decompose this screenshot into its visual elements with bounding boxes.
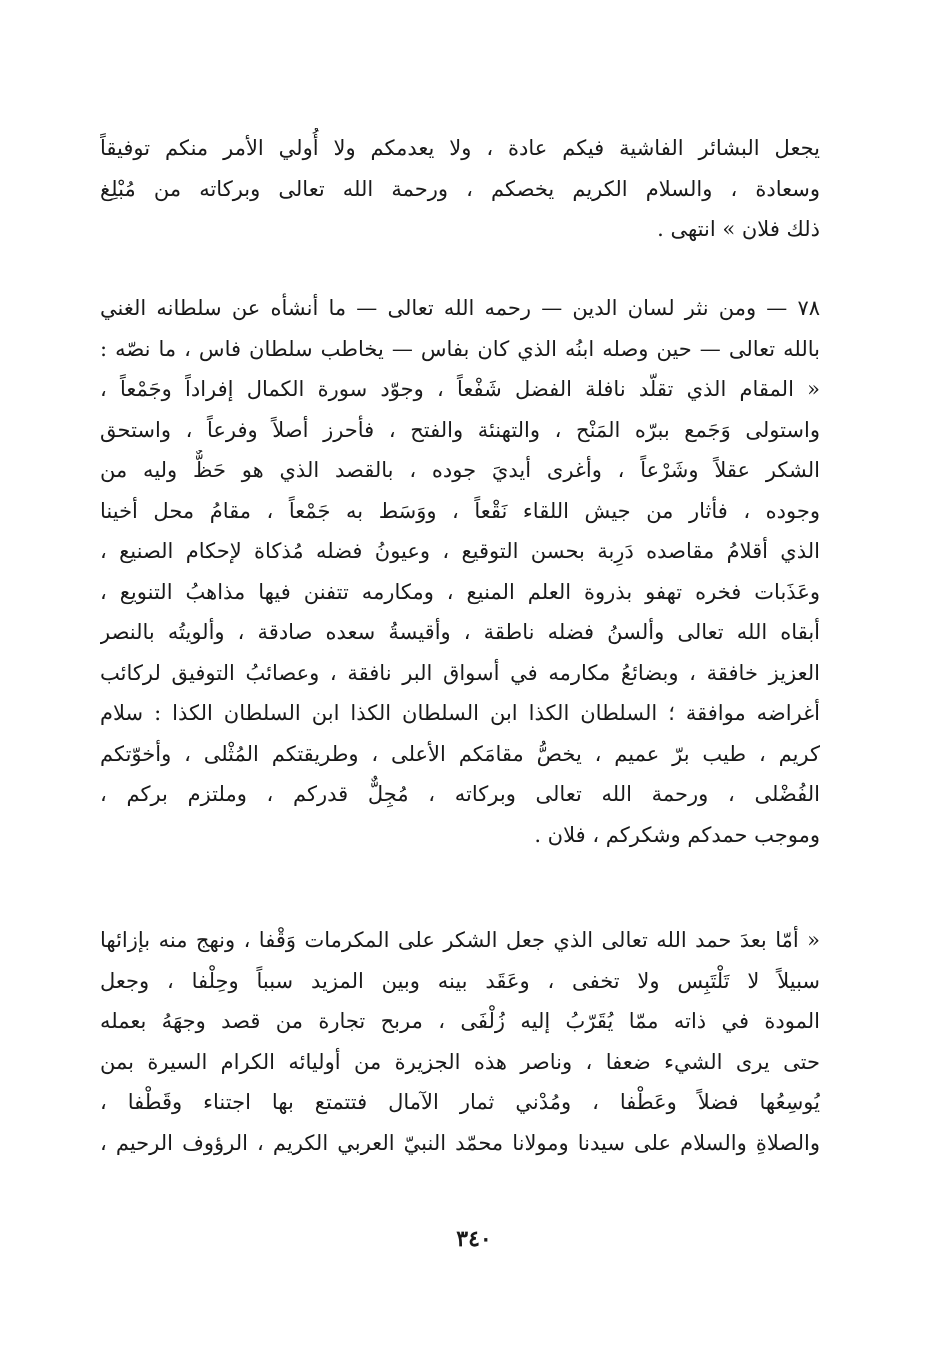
text-line: أبقاه الله تعالى وألسنُ فضله ناطقة ، وأقيسةُ سعده صادقة ، وألويتُه بالنصر	[100, 620, 820, 644]
text-line: « المقام الذي تقلّد نافلة الفضل شَفْعاً ، وجوّد سورة الكمال إفراداً وجَمْعاً ،	[100, 377, 820, 401]
text-line: ذلك فلان » انتهى .	[657, 217, 820, 241]
paragraph-78	[100, 288, 820, 855]
paragraph-letter-body	[100, 920, 820, 1163]
text-line: واستولى وَجَمع ببرّه المَنْح ، والتهنئة والفتح ، فأحرز أصلاً وفرعاً ، واستحق	[100, 417, 820, 442]
text-line: الشكر عقلاً وشَرْعاً ، وأغرى أيديَ جوده ، بالقصد الذي هو حَظٌّ وليه من	[100, 458, 820, 482]
text-line: العزيز خافقة ، وبضائعُ مكارمه في أسواق البر نافقة ، وعصائبُ التوفيق لركائب	[100, 660, 820, 685]
text-line: سبيلاً لا تَلْتَبِس ولا تخفى ، وعَقَد بينه وبين المزيد سبباً وحِلْفا ، وجعل	[100, 968, 820, 993]
text-line: يجعل البشائر الفاشية فيكم عادة ، ولا يعدمكم ولا أُولي الأمر منكم توفيقاً	[100, 136, 820, 160]
text-line: والصلاةِ والسلام على سيدنا ومولانا محمّد النبيّ العربي الكريم ، الرؤوف الرحيم ،	[100, 1130, 820, 1155]
text-line: وعَذَبات فخره تهفو بذروة العلم المنيع ، ومكارمه تتفنن فيها مذاهبُ التنويع ،	[100, 579, 820, 604]
text-line: وسعادة ، والسلام الكريم يخصكم ، ورحمة الله تعالى وبركاته من مُبْلِغ	[100, 176, 820, 201]
page-number: ٣٤٠	[456, 1226, 492, 1252]
text-line: يُوسِعُها فضلاً وعَطْفا ، ومُدْني ثمار الآمال فتتمتع بها اجتناء وقَطْفا ،	[100, 1090, 820, 1114]
text-line: المودة في ذاته ممّا يُقَرّبُ إليه زُلْفَى ، مربح تجارة من قصد وجهَهُ بعمله	[100, 1009, 820, 1033]
text-line: الفُضْلى ، ورحمة الله تعالى وبركاته ، مُجِلٌّ قدركم ، وملتزم بركم ،	[100, 782, 820, 806]
text-line: ٧٨ — ومن نثر لسان الدين — رحمه الله تعالى — ما أنشأه عن سلطانه الغني	[100, 296, 820, 320]
paragraph-continuation	[100, 128, 820, 250]
text-line: أغراضه موافقة ؛ السلطان الكذا ابن السلطان الكذا ابن السلطان الكذا : سلام	[100, 701, 820, 725]
text-line: بالله تعالى — حين وصله ابنُه الذي كان بفاس — يخاطب سلطان فاس ، ما نصّه :	[100, 336, 820, 361]
text-line: كريم ، طيب برّ عميم ، يخصُّ مقامَكم الأعلى ، وطريقتكم المُثْلى ، وأخوّتكم	[100, 741, 820, 766]
text-line: وجوده ، فأثار من جيش اللقاء نَقْعاً ، ووَسَط به جَمْعاً ، مقامُ محل أخينا	[100, 498, 820, 523]
text-line: وموجب حمدكم وشكركم ، فلان .	[534, 822, 820, 847]
text-line: الذي أقلامُ مقاصده دَرِبة بحسن التوقيع ، وعيونُ فضله مُذكاة لإحكام الصنيع ،	[100, 539, 820, 563]
text-line: حتى يرى الشيء ضعفا ، وناصر هذه الجزيرة من أوليائه الكرام السيرة بمن	[100, 1049, 820, 1074]
text-line: « أمّا بعدَ حمد الله تعالى الذي جعل الشكر على المكرمات وَقْفا ، ونهج منه بإزائها	[100, 928, 820, 952]
